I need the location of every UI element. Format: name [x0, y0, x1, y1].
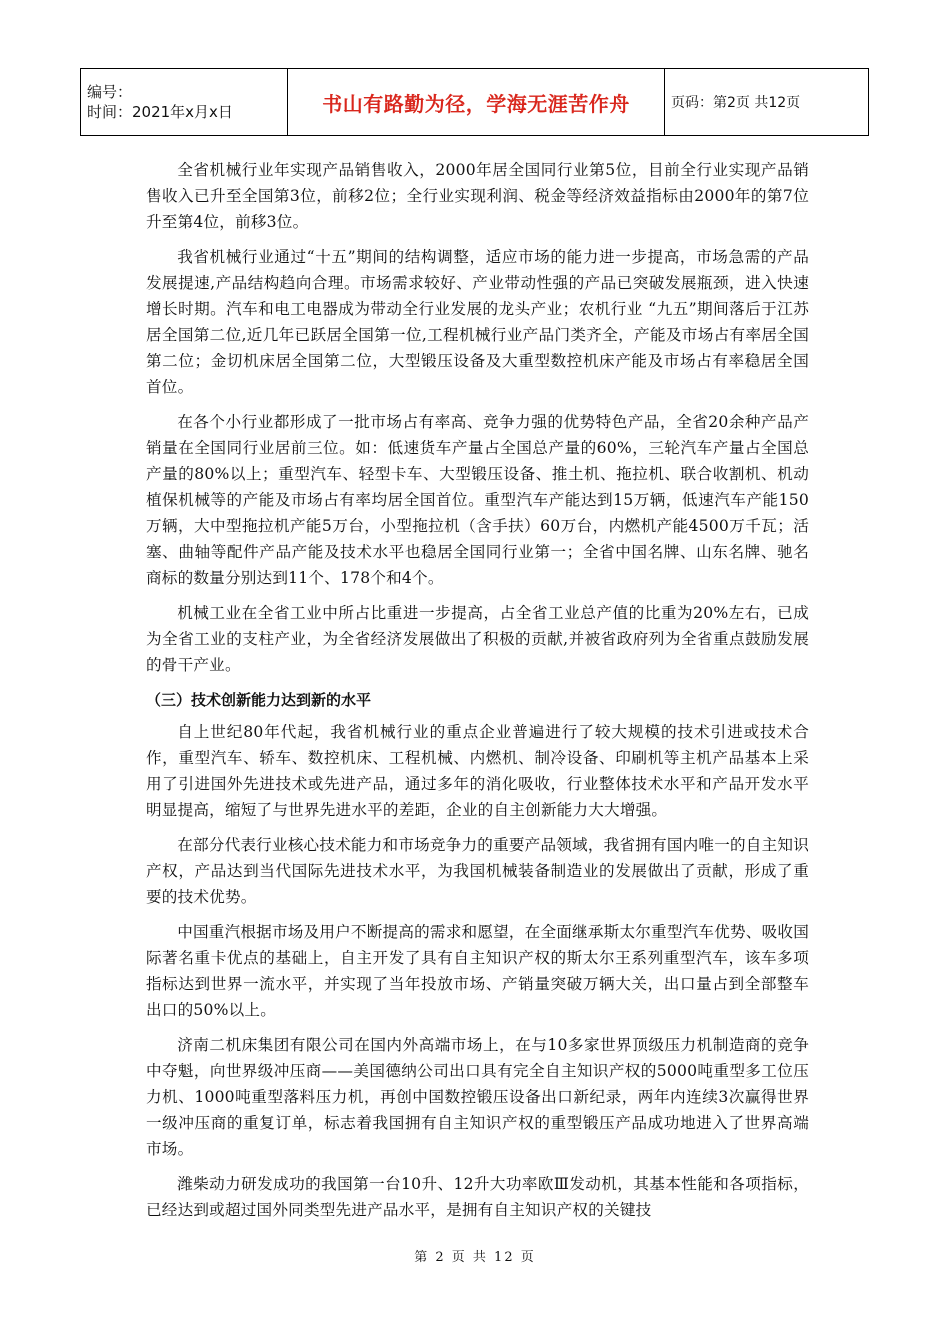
section-heading: （三）技术创新能力达到新的水平 [146, 691, 372, 709]
paragraph: 自上世纪80年代起，我省机械行业的重点企业普遍进行了较大规模的技术引进或技术合作，重型汽车、轿车、数控机床、工程机械、内燃机、制冷设备、印刷机等主机产品基本上采用了引进国外先进技术或先进产品，通过多年的消化吸收，行业整体技术水平和产品开发水平明显提高，缩短了与世界先进水平的差距，企业的自主创新能力大大增强。 [146, 723, 809, 819]
header-page-info: 页码：第2页 共12页 [665, 69, 869, 136]
document-date-label: 时间：2021年x月x日 [87, 103, 233, 121]
paragraph: 在各个小行业都形成了一批市场占有率高、竞争力强的优势特色产品，全省20余种产品产销量在全国同行业居前三位。如：低速货车产量占全国总产量的60%，三轮汽车产量占全国总产量的80%以上；重型汽车、轻型卡车、大型锻压设备、推土机、拖拉机、联合收割机、机动植保机械等的产能及市场占有率均居全国首位。重型汽车产能达到15万辆，低速汽车产能150万辆，大中型拖拉机产能5万台，小型拖拉机（含手扶）60万台，内燃机产能4500万千瓦；活塞、曲轴等配件产品产能及技术水平也稳居全国同行业第一；全省中国名牌、山东名牌、驰名商标的数量分别达到11个、178个和4个。 [146, 413, 809, 587]
paragraph: 我省机械行业通过“十五”期间的结构调整，适应市场的能力进一步提高，市场急需的产品发展提速,产品结构趋向合理。市场需求较好、产业带动性强的产品已突破发展瓶颈，进入快速增长时期。汽车和电工电器成为带动全行业发展的龙头产业；农机行业 “九五”期间落后于江苏居全国第二位,近几年已跃居全国第一位,工程机械行业产品门类齐全，产能及市场占有率居全国第二位；金切机床居全国第二位，大型锻压设备及大重型数控机床产能及市场占有率稳居全国首位。 [146, 248, 809, 396]
paragraph: 全省机械行业年实现产品销售收入，2000年居全国同行业第5位，目前全行业实现产品销售收入已升至全国第3位，前移2位；全行业实现利润、税金等经济效益指标由2000年的第7位升至第4位，前移3位。 [146, 161, 809, 231]
paragraph: 济南二机床集团有限公司在国内外高端市场上，在与10多家世界顶级压力机制造商的竞争中夺魁，向世界级冲压商——美国德纳公司出口具有完全自主知识产权的5000吨重型多工位压力机、1000吨重型落料压力机，再创中国数控锻压设备出口新纪录，两年内连续3次赢得世界一级冲压商的重复订单，标志着我国拥有自主知识产权的重型锻压产品成功地进入了世界高端市场。 [146, 1036, 809, 1158]
paragraph: 中国重汽根据市场及用户不断提高的需求和愿望，在全面继承斯太尔重型汽车优势、吸收国际著名重卡优点的基础上，自主开发了具有自主知识产权的斯太尔王系列重型汽车，该车多项指标达到世界一流水平，并实现了当年投放市场、产销量突破万辆大关，出口量占到全部整车出口的50%以上。 [146, 923, 809, 1019]
document-header [80, 68, 869, 136]
header-motto: 书山有路勤为径，学海无涯苦作舟 [322, 91, 630, 116]
document-body [146, 157, 809, 1232]
header-motto-cell [288, 69, 665, 136]
paragraph: 潍柴动力研发成功的我国第一台10升、12升大功率欧Ⅲ发动机，其基本性能和各项指标，已经达到或超过国外同类型先进产品水平，是拥有自主知识产权的关键技 [146, 1175, 809, 1219]
paragraph: 在部分代表行业核心技术能力和市场竞争力的重要产品领域，我省拥有国内唯一的自主知识产权，产品达到当代国际先进技术水平，为我国机械装备制造业的发展做出了贡献，形成了重要的技术优势。 [146, 836, 809, 906]
paragraph: 机械工业在全省工业中所占比重进一步提高，占全省工业总产值的比重为20%左右，已成为全省工业的支柱产业，为全省经济发展做出了积极的贡献,并被省政府列为全省重点鼓励发展的骨干产业。 [146, 604, 809, 674]
page-footer: 第 2 页 共 12 页 [414, 1250, 536, 1265]
document-number-label: 编号： [87, 83, 133, 101]
header-meta-cell [81, 69, 288, 136]
